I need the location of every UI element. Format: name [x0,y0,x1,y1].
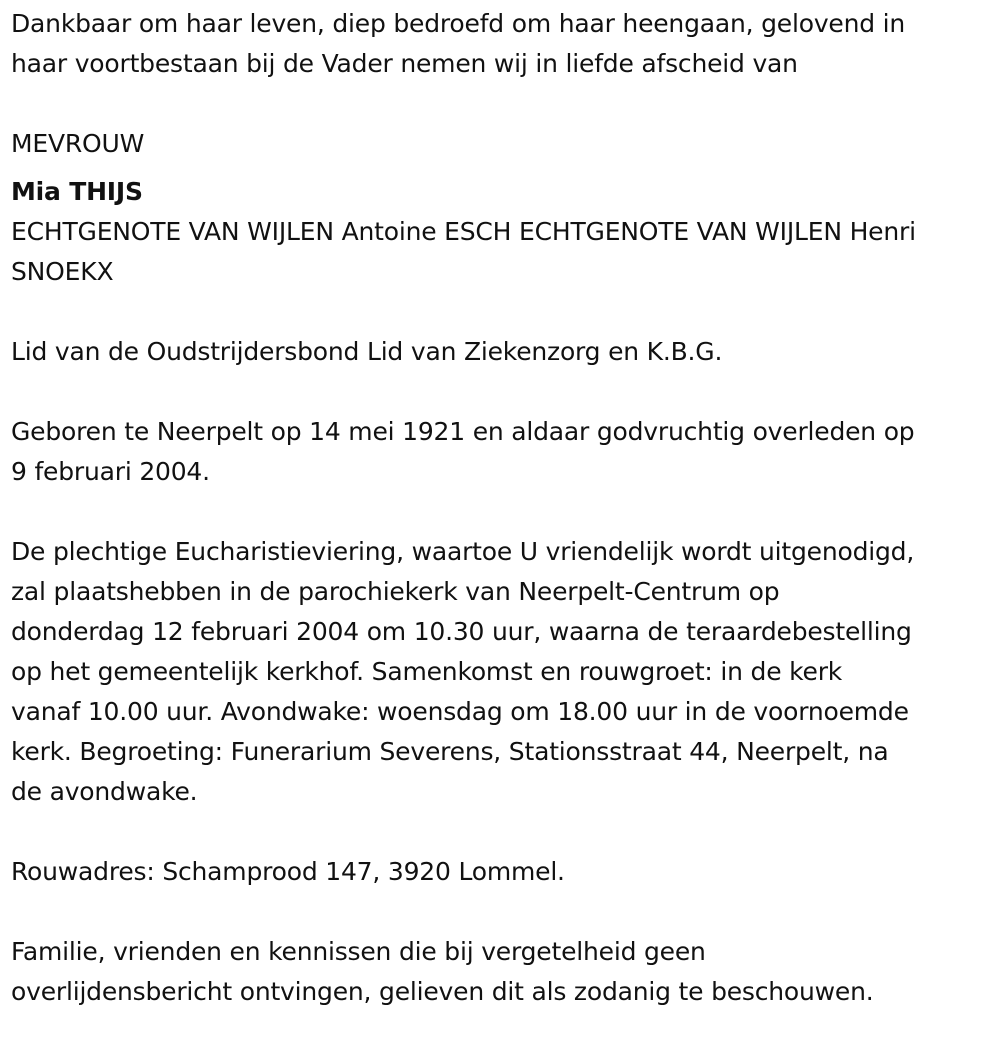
ceremony-paragraph [11,532,990,812]
ceremony-line-5: vanaf 10.00 uur. Avondwake: woensdag om 18.00 uur in de voornoemde [11,697,909,726]
membership-paragraph [11,332,990,372]
birth-death-paragraph [11,412,990,492]
spouse-line-2: SNOEKX [11,257,114,286]
closing-line-2: overlijdensbericht ontvingen, gelieven dit als zodanig te beschouwen. [11,977,874,1006]
honorific-title: MEVROUW [11,129,145,158]
membership-line: Lid van de Oudstrijdersbond Lid van Ziekenzorg en K.B.G. [11,337,723,366]
spacer [11,492,990,532]
deceased-block [11,124,990,292]
ceremony-line-7: de avondwake. [11,777,198,806]
birth-death-line-2: 9 februari 2004. [11,457,210,486]
intro-line-2: haar voortbestaan bij de Vader nemen wij in liefde afscheid van [11,49,798,78]
ceremony-line-3: donderdag 12 februari 2004 om 10.30 uur, waarna de teraardebestelling [11,617,912,646]
address-paragraph [11,852,990,892]
closing-line-1: Familie, vrienden en kennissen die bij vergetelheid geen [11,937,706,966]
birth-death-line-1: Geboren te Neerpelt op 14 mei 1921 en aldaar godvruchtig overleden op [11,417,915,446]
spacer [11,84,990,124]
deceased-name: Mia THIJS [11,177,143,206]
spouse-line-1: ECHTGENOTE VAN WIJLEN Antoine ESCH ECHTGENOTE VAN WIJLEN Henri [11,217,916,246]
spacer [11,812,990,852]
spacer [11,292,990,332]
mourning-address: Rouwadres: Schamprood 147, 3920 Lommel. [11,857,565,886]
ceremony-line-2: zal plaatshebben in de parochiekerk van Neerpelt-Centrum op [11,577,780,606]
ceremony-line-1: De plechtige Eucharistieviering, waartoe U vriendelijk wordt uitgenodigd, [11,537,915,566]
closing-paragraph [11,932,990,1012]
ceremony-line-4: op het gemeentelijk kerkhof. Samenkomst en rouwgroet: in de kerk [11,657,843,686]
ceremony-line-6: kerk. Begroeting: Funerarium Severens, Stationsstraat 44, Neerpelt, na [11,737,889,766]
intro-paragraph [11,4,990,84]
spacer [11,892,990,932]
spacer [11,372,990,412]
intro-line-1: Dankbaar om haar leven, diep bedroefd om haar heengaan, gelovend in [11,9,906,38]
